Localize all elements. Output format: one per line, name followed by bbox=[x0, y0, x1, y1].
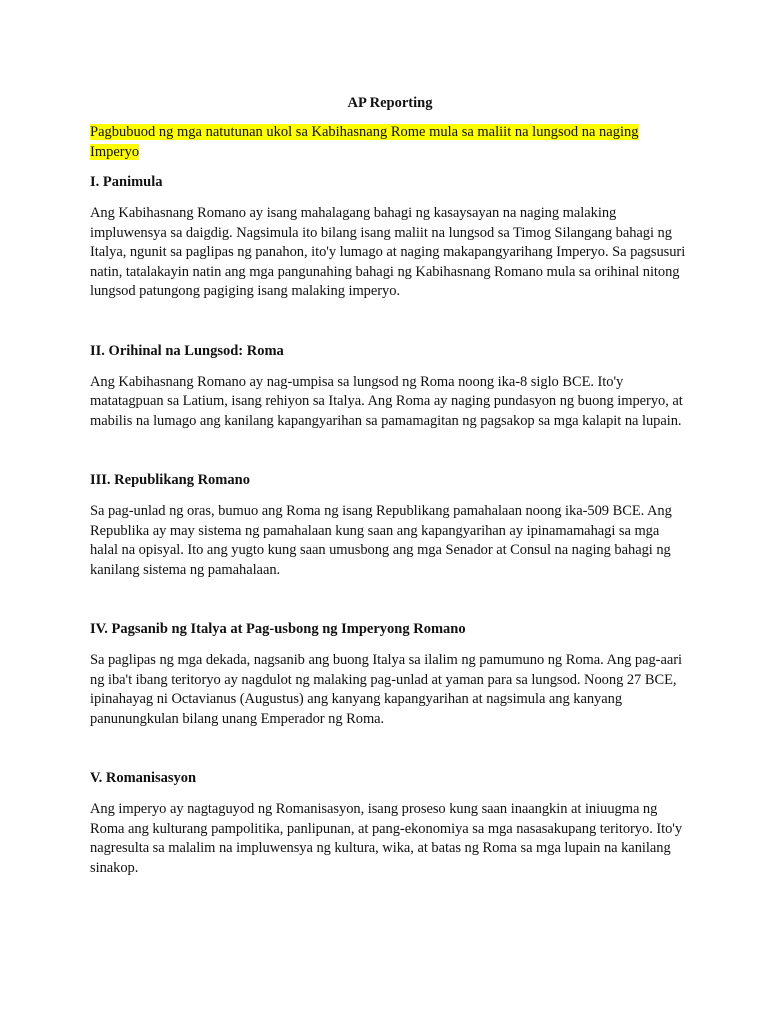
section-pagsanib-ng-italya bbox=[90, 619, 690, 729]
section-republikang-romano bbox=[90, 470, 690, 580]
section-body: Ang Kabihasnang Romano ay isang mahalagang bahagi ng kasaysayan na naging malaking impluwensya sa daigdig. Nagsimula ito bilang isang maliit na lungsod sa Timog Silangang bahagi ng Italya, ngunit sa paglipas ng panahon, ito'y lumago at naging makapangyarihang Imperyo. Sa pagsusuri natin, tatalakayin natin ang mga pangunahing bahagi ng Kabihasnang Romano mula sa orihinal nitong lungsod patungong pagiging isang malaking imperyo. bbox=[90, 205, 686, 299]
section-body: Ang Kabihasnang Romano ay nag-umpisa sa lungsod ng Roma noong ika-8 siglo BCE. Ito'y matatagpuan sa Latium, isang rehiyon sa Italya. Ang Roma ay naging pundasyon ng buong imperyo, at mabilis na lumago ang kanilang kapangyarihan sa pamamagitan ng pagsakop sa mga kalapit na lupain. bbox=[90, 373, 683, 429]
highlighted-subtitle-text: Pagbubuod ng mga natutunan ukol sa Kabihasnang Rome mula sa maliit na lungsod na naging Imperyo bbox=[90, 124, 639, 160]
section-body: Sa pag-unlad ng oras, bumuo ang Roma ng isang Republikang pamahalaan noong ika-509 BCE. Ang Republika ay may sistema ng pamahalaan kung saan ang kapangyarihan ay ipinamamahagi sa mga halal na opisyal. Ito ang yugto kung saan umusbong ang mga Senador at Consul na naging bahagi ng kanilang sistema ng pamahalaan. bbox=[90, 503, 672, 578]
section-body: Sa paglipas ng mga dekada, nagsanib ang buong Italya sa ilalim ng pamumuno ng Roma. Ang pag-aari ng iba't ibang teritoryo ay nagdulot ng malaking pag-unlad at yaman para sa lungsod. Noong 27 BCE, ipinahayag ni Octavianus (Augustus) ang kanyang kapangyarihan at nagsimula ang kanyang panunungkulan bilang unang Emperador ng Roma. bbox=[90, 652, 682, 727]
section-orihinal-na-lungsod bbox=[90, 341, 690, 432]
section-body: Ang imperyo ay nagtaguyod ng Romanisasyon, isang proseso kung saan inaangkin at iniuugma ng Roma ang kulturang pampolitika, panlipunan, at pang-ekonomiya sa mga nasasakupang teritoryo. Ito'y nagresulta sa malalim na impluwensya ng kultura, wika, at batas ng Roma sa mga lupain na kanilang sinakop. bbox=[90, 801, 683, 876]
document-title: AP Reporting bbox=[347, 95, 433, 111]
section-romanisasyon bbox=[90, 768, 690, 878]
section-heading: V. Romanisasyon bbox=[90, 770, 197, 786]
section-heading: II. Orihinal na Lungsod: Roma bbox=[90, 342, 284, 359]
section-heading: IV. Pagsanib ng Italya at Pag-usbong ng Imperyong Romano bbox=[90, 621, 466, 637]
section-heading: III. Republikang Romano bbox=[90, 472, 250, 488]
document-page bbox=[90, 93, 690, 878]
document-subtitle bbox=[90, 123, 690, 162]
section-panimula bbox=[90, 172, 690, 302]
section-heading: I. Panimula bbox=[90, 174, 163, 190]
